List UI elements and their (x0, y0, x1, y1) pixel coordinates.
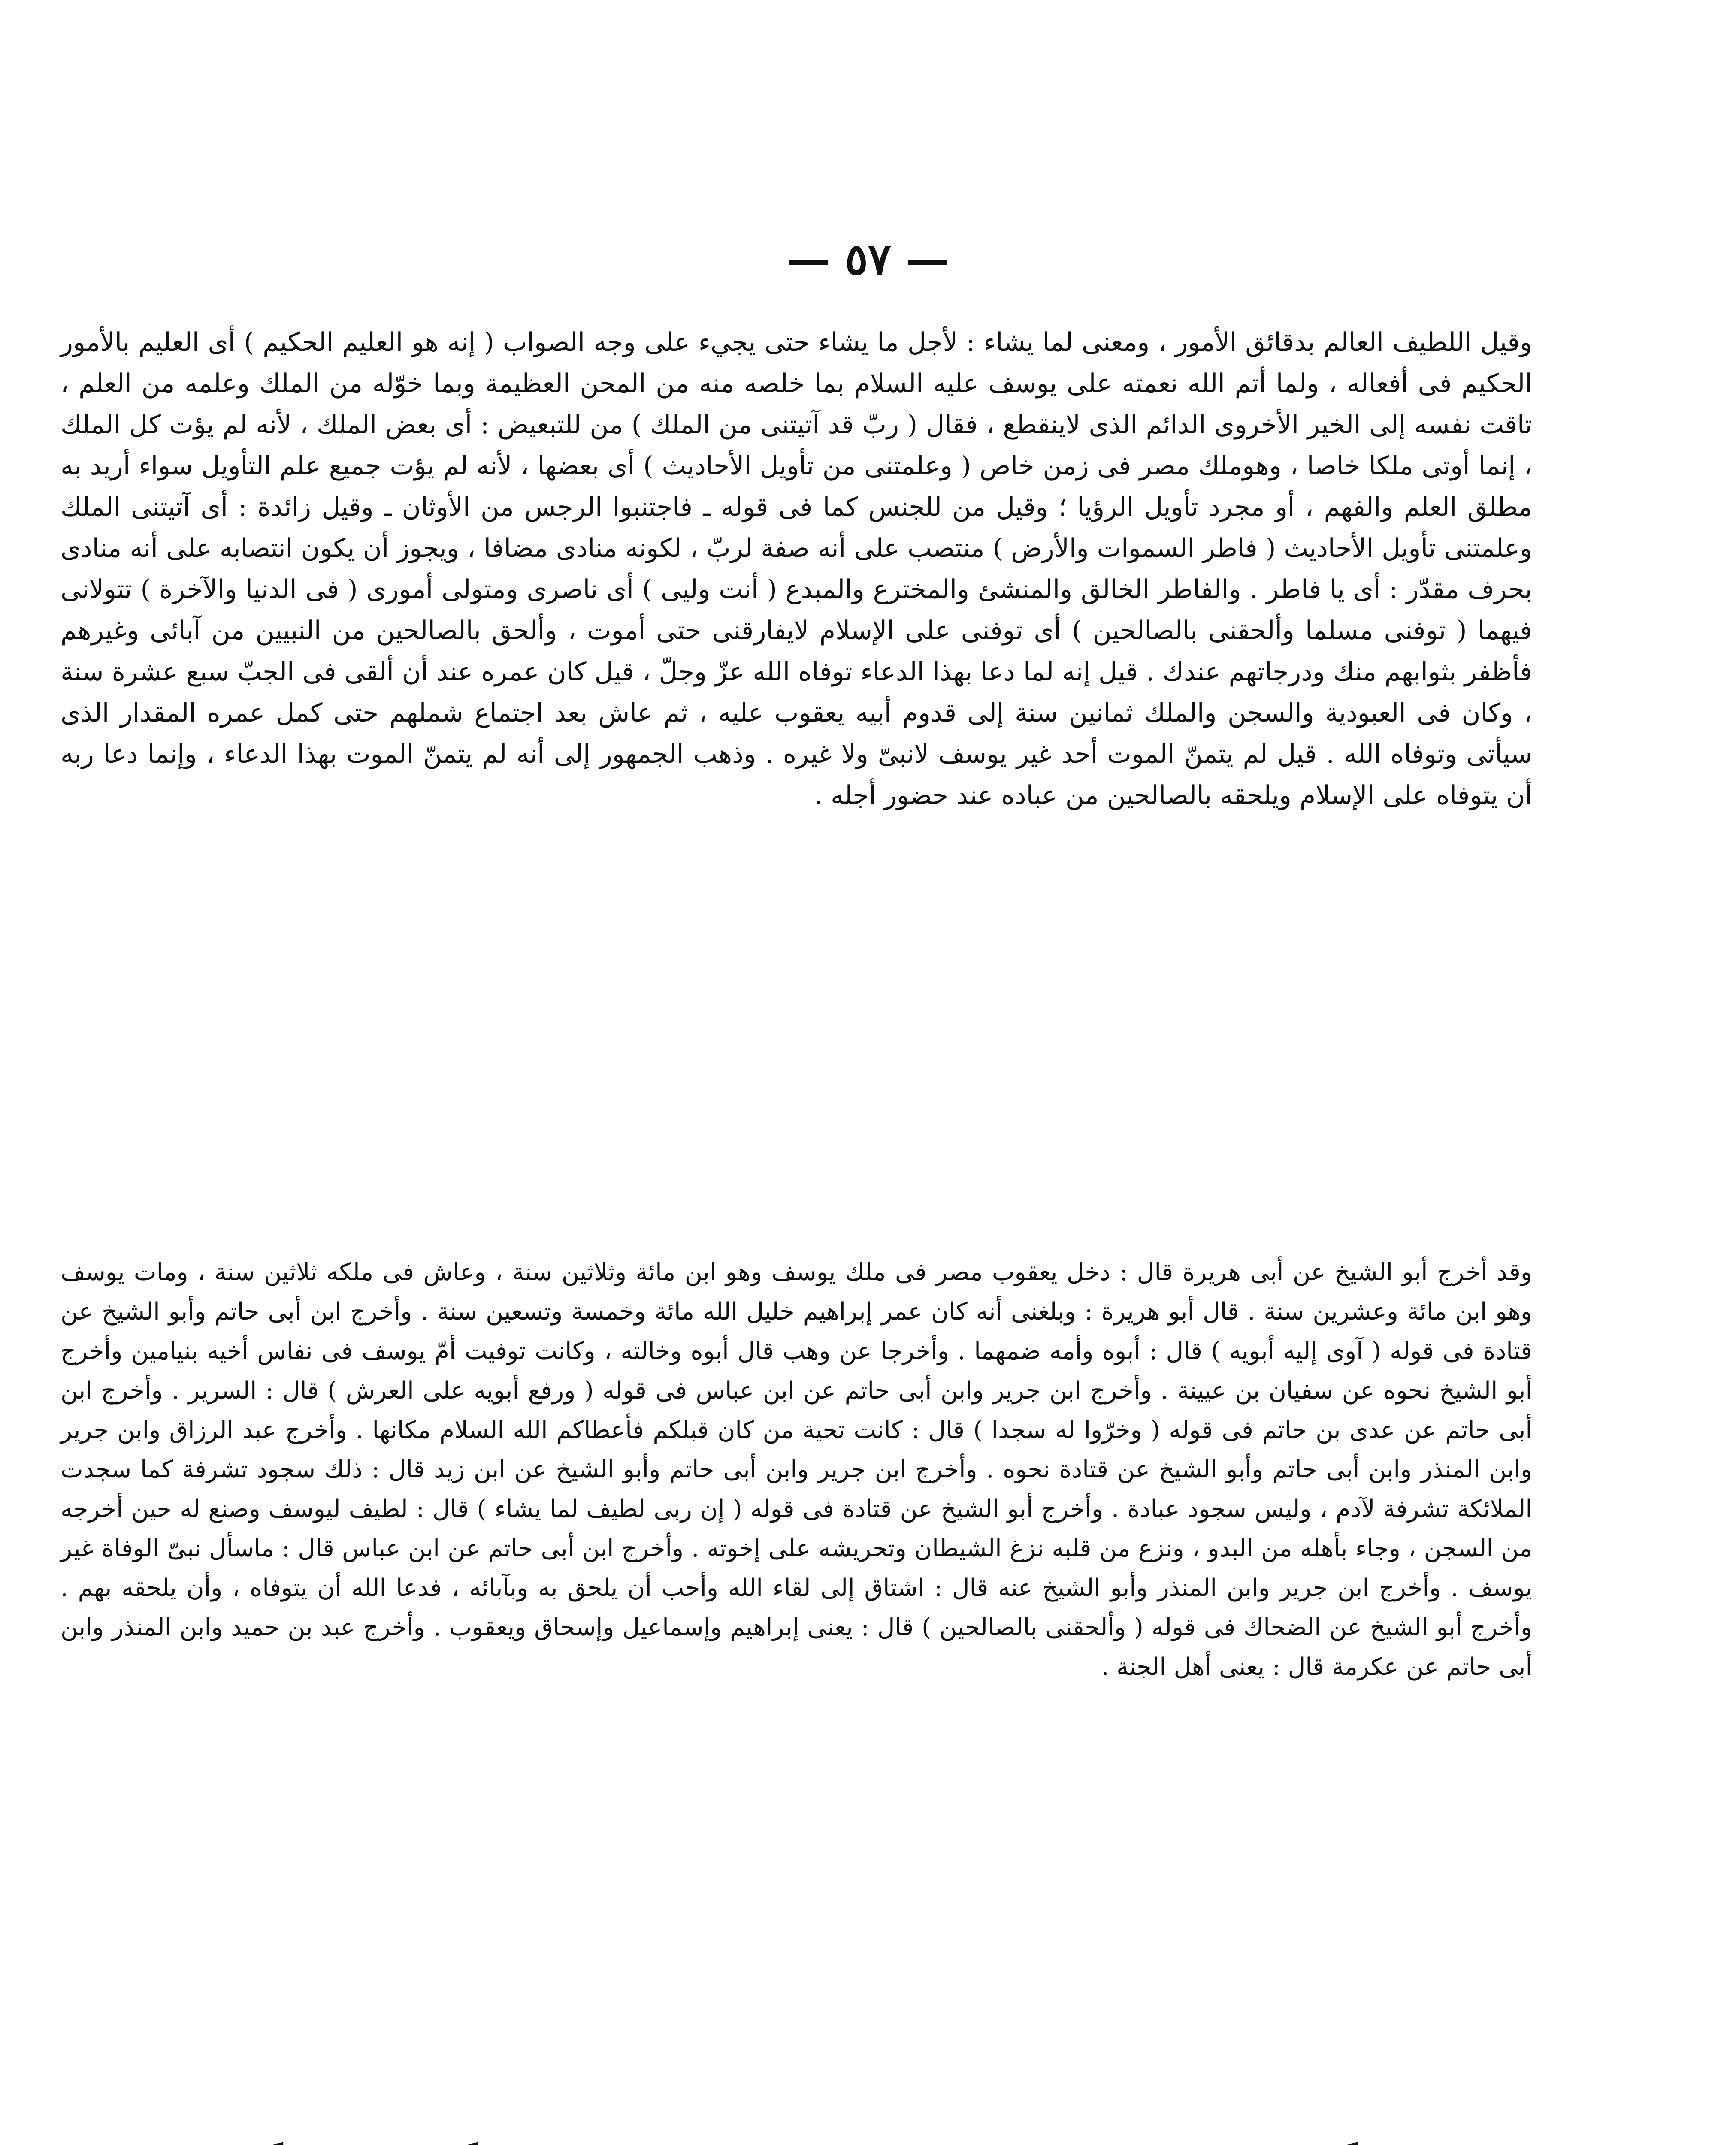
commentary-section (60, 322, 1532, 816)
narrations-paragraph: وقد أخرج أبو الشيخ عن أبى هريرة قال : دخل يعقوب مصر فى ملك يوسف وهو ابن مائة وثلاثين سنة ، وعاش فى ملكه ثلاثين سنة ، ومات يوسف وهو ابن مائة وعشرين سنة . قال أبو هريرة : وبلغنى أنه كان عمر إبراهيم خليل الله مائة وخمسة وتسعين سنة . وأخرج ابن أبى حاتم وأبو الشيخ عن قتادة فى قوله ( آوى إليه أبويه ) قال : أبوه وأمه ضمهما . وأخرجا عن وهب قال أبوه وخالته ، وكانت توفيت أمّ يوسف فى نفاس أخيه بنيامين وأخرج أبو الشيخ نحوه عن سفيان بن عيينة . وأخرج ابن جرير وابن أبى حاتم عن ابن عباس فى قوله ( ورفع أبويه على العرش ) قال : السرير . وأخرج ابن أبى حاتم عن عدى بن حاتم فى قوله ( وخرّوا له سجدا ) قال : كانت تحية من كان قبلكم فأعطاكم الله السلام مكانها . وأخرج عبد الرزاق وابن جرير وابن المنذر وابن أبى حاتم وأبو الشيخ عن قتادة نحوه . وأخرج ابن جرير وابن أبى حاتم وأبو الشيخ عن ابن زيد قال : ذلك سجود تشرفة كما سجدت الملائكة تشرفة لآدم ، وليس سجود عبادة . وأخرج أبو الشيخ عن قتادة فى قوله ( إن ربى لطيف لما يشاء ) قال : لطيف ليوسف وصنع له حين أخرجه من السجن ، وجاء بأهله من البدو ، ونزع من قلبه نزغ الشيطان وتحريشه على إخوته . وأخرج ابن أبى حاتم عن ابن عباس قال : ماسأل نبىّ الوفاة غير يوسف . وأخرج ابن جرير وابن المنذر وأبو الشيخ عنه قال : اشتاق إلى لقاء الله وأحب أن يلحق به وبآبائه ، فدعا الله أن يتوفاه ، وأن يلحقه بهم . وأخرج أبو الشيخ عن الضحاك فى قوله ( وألحقنى بالصالحين ) قال : يعنى إبراهيم وإسماعيل وإسحاق ويعقوب . وأخرج عبد بن حميد وابن المنذر وابن أبى حاتم عن عكرمة قال : يعنى أهل الجنة . (60, 1258, 1533, 1681)
page-number: — ٥٧ — (787, 234, 949, 284)
narrations-section (60, 1253, 1532, 1687)
commentary-paragraph: وقيل اللطيف العالم بدقائق الأمور ، ومعنى لما يشاء : لأجل ما يشاء حتى يجيء على وجه الصواب ( إنه هو العليم الحكيم ) أى العليم بالأمور الحكيم فى أفعاله ، ولما أتم الله نعمته على يوسف عليه السلام بما خلصه منه من المحن العظيمة وبما خوّله من الملك وعلمه من العلم ، تاقت نفسه إلى الخير الأخروى الدائم الذى لاينقطع ، فقال ( ربّ قد آتيتنى من الملك ) من للتبعيض : أى بعض الملك ، لأنه لم يؤت كل الملك ، إنما أوتى ملكا خاصا ، وهوملك مصر فى زمن خاص ( وعلمتنى من تأويل الأحاديث ) أى بعضها ، لأنه لم يؤت جميع علم التأويل سواء أريد به مطلق العلم والفهم ، أو مجرد تأويل الرؤيا ؛ وقيل من للجنس كما فى قوله ـ فاجتنبوا الرجس من الأوثان ـ وقيل زائدة : أى آتيتنى الملك وعلمتنى تأويل الأحاديث ( فاطر السموات والأرض ) منتصب على أنه صفة لربّ ، لكونه منادى مضافا ، ويجوز أن يكون انتصابه على أنه منادى بحرف مقدّر : أى يا فاطر . والفاطر الخالق والمنشئ والمخترع والمبدع ( أنت وليى ) أى ناصرى ومتولى أمورى ( فى الدنيا والآخرة ) تتولانى فيهما ( توفنى مسلما وألحقنى بالصالحين ) أى توفنى على الإسلام لايفارقنى حتى أموت ، وألحق بالصالحين من النبيين من آبائى وغيرهم فأظفر بثوابهم منك ودرجاتهم عندك . قيل إنه لما دعا بهذا الدعاء توفاه الله عزّ وجلّ ، قيل كان عمره عند أن ألقى فى الجبّ سبع عشرة سنة ، وكان فى العبودية والسجن والملك ثمانين سنة إلى قدوم أبيه يعقوب عليه ، ثم عاش بعد اجتماع شملهم حتى كمل عمره المقدار الذى سيأتى وتوفاه الله . قيل لم يتمنّ الموت أحد غير يوسف لانبىّ ولا غيره . وذهب الجمهور إلى أنه لم يتمنّ الموت بهذا الدعاء ، وإنما دعا ربه أن يتوفاه على الإسلام ويلحقه بالصالحين من عباده عند حضور أجله . (60, 327, 1533, 810)
